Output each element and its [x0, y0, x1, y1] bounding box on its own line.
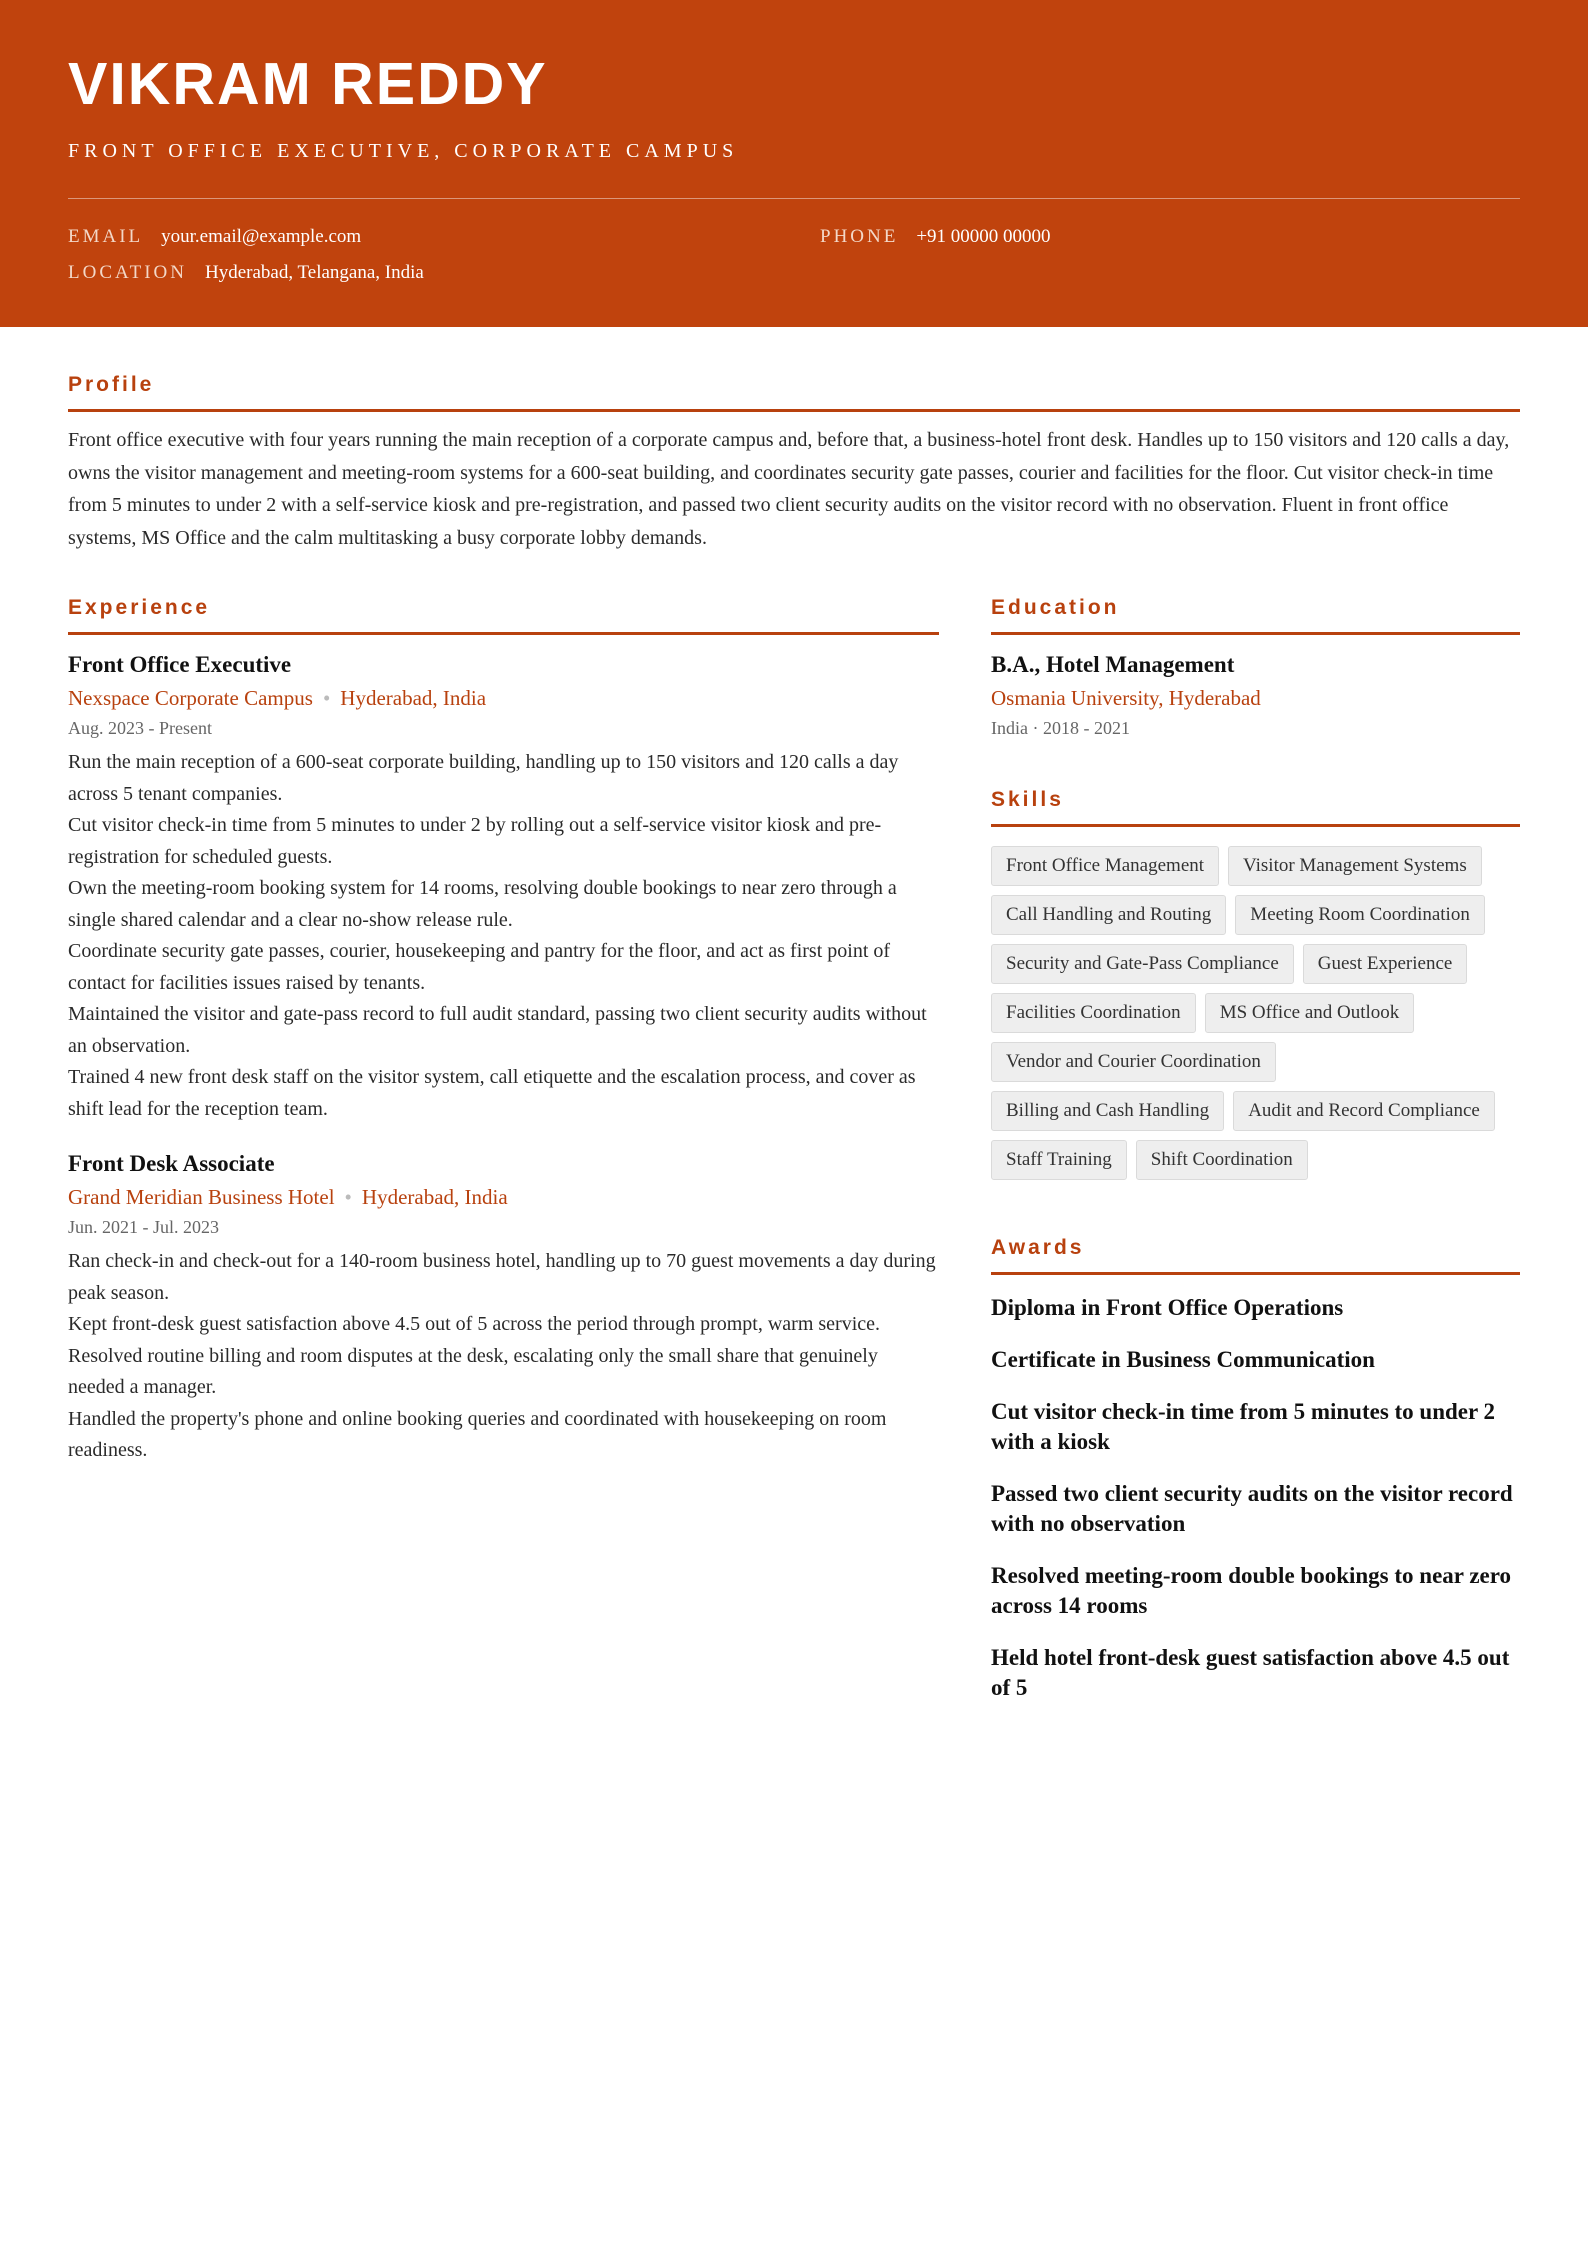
candidate-title: FRONT OFFICE EXECUTIVE, CORPORATE CAMPUS	[68, 140, 739, 162]
job-bullet: Coordinate security gate passes, courier, housekeeping and pantry for the floor, and act as first point of contact for facilities issues raised by tenants.	[68, 940, 891, 994]
phone-label: PHONE	[820, 226, 899, 247]
job-dates: Jun. 2021 - Jul. 2023	[68, 1217, 220, 1237]
separator-dot-icon: •	[322, 686, 331, 710]
skill-chip: Vendor and Courier Coordination	[991, 1042, 1276, 1082]
award-item: Held hotel front-desk guest satisfaction above 4.5 out of 5	[991, 1645, 1510, 1700]
contact-email	[68, 225, 361, 249]
job-bullets	[68, 747, 939, 1125]
job-bullet: Cut visitor check-in time from 5 minutes to under 2 by rolling out a self-service visitor kiosk and pre-registration for scheduled guests.	[68, 814, 882, 868]
job-dates: Aug. 2023 - Present	[68, 718, 212, 738]
award-item: Diploma in Front Office Operations	[991, 1295, 1344, 1320]
profile-text: Front office executive with four years running the main reception of a corporate campus and, before that, a business-hotel front desk. Handles up to 150 visitors and 120 calls a day, owns the visitor management and meeting-room systems for a 600-seat building, and coordinates security gate passes, courier and facilities for the floor. Cut visitor check-in time from 5 minutes to under 2 with a self-service kiosk and pre-registration, and passed two client security audits on the visitor record with no observation. Fluent in front office systems, MS Office and the calm multitasking a busy corporate lobby demands.	[68, 429, 1510, 549]
awards-heading: Awards	[991, 1235, 1520, 1275]
skill-chip: Front Office Management	[991, 846, 1219, 886]
contact-location	[68, 261, 424, 285]
experience-heading: Experience	[68, 595, 939, 635]
job-bullet: Resolved routine billing and room disputes at the desk, escalating only the small share that genuinely needed a manager.	[68, 1344, 878, 1398]
award-item: Cut visitor check-in time from 5 minutes to under 2 with a kiosk	[991, 1399, 1496, 1454]
location-label: LOCATION	[68, 262, 187, 283]
resume-header	[0, 0, 1588, 327]
job-bullet: Trained 4 new front desk staff on the visitor system, call etiquette and the escalation process, and cover as shift lead for the reception team.	[68, 1066, 916, 1120]
awards-list	[991, 1293, 1520, 1703]
job-company: Grand Meridian Business Hotel	[68, 1185, 335, 1209]
education-heading: Education	[991, 595, 1520, 635]
job-entry	[68, 1149, 939, 1467]
job-bullets	[68, 1246, 939, 1467]
skill-chip: Visitor Management Systems	[1228, 846, 1482, 886]
contact-block	[68, 225, 1520, 305]
job-bullet: Maintained the visitor and gate-pass record to full audit standard, passing two client security audits without an observation.	[68, 1003, 927, 1057]
job-bullet: Run the main reception of a 600-seat corporate building, handling up to 150 visitors and 120 calls a day across 5 tenant companies.	[68, 751, 899, 805]
skill-chip: Meeting Room Coordination	[1235, 895, 1485, 935]
education-entry	[991, 650, 1520, 741]
education-meta: India · 2018 - 2021	[991, 718, 1130, 738]
education-section	[991, 595, 1520, 741]
header-divider	[68, 198, 1520, 199]
job-company: Nexspace Corporate Campus	[68, 686, 313, 710]
job-entry	[68, 650, 939, 1125]
skill-chip: Billing and Cash Handling	[991, 1091, 1224, 1131]
awards-section	[991, 1235, 1520, 1703]
skill-chip: Staff Training	[991, 1140, 1127, 1180]
skills-section	[991, 787, 1520, 1189]
job-bullet: Kept front-desk guest satisfaction above 4.5 out of 5 across the period through prompt, warm service.	[68, 1313, 881, 1335]
experience-section	[68, 595, 939, 1467]
skill-chip: Security and Gate-Pass Compliance	[991, 944, 1294, 984]
award-item: Resolved meeting-room double bookings to near zero across 14 rooms	[991, 1563, 1512, 1618]
skill-chip: Facilities Coordination	[991, 993, 1196, 1033]
job-bullet: Handled the property's phone and online booking queries and coordinated with housekeeping on room readiness.	[68, 1407, 887, 1461]
skills-list	[991, 846, 1520, 1189]
skills-heading: Skills	[991, 787, 1520, 827]
contact-phone	[820, 225, 1051, 249]
job-bullet: Ran check-in and check-out for a 140-room business hotel, handling up to 70 guest movements a day during peak season.	[68, 1250, 936, 1304]
separator-dot-icon: •	[344, 1185, 352, 1209]
candidate-name: VIKRAM REDDY	[68, 51, 548, 117]
job-title: Front Office Executive	[68, 652, 292, 677]
degree: B.A., Hotel Management	[991, 652, 1235, 677]
profile-section	[68, 372, 1520, 574]
school: Osmania University, Hyderabad	[991, 686, 1261, 710]
sidebar-column	[991, 595, 1520, 1725]
skill-chip: MS Office and Outlook	[1205, 993, 1415, 1033]
phone-value[interactable]: +91 00000 00000	[916, 226, 1051, 247]
skill-chip: Call Handling and Routing	[991, 895, 1226, 935]
award-item: Certificate in Business Communication	[991, 1347, 1375, 1372]
email-label: EMAIL	[68, 226, 144, 247]
location-value: Hyderabad, Telangana, India	[205, 262, 424, 283]
job-location: Hyderabad, India	[361, 1185, 508, 1209]
email-value[interactable]: your.email@example.com	[161, 226, 362, 247]
job-title: Front Desk Associate	[68, 1151, 275, 1176]
skill-chip: Audit and Record Compliance	[1233, 1091, 1495, 1131]
skill-chip: Guest Experience	[1303, 944, 1468, 984]
award-item: Passed two client security audits on the visitor record with no observation	[991, 1481, 1513, 1536]
skill-chip: Shift Coordination	[1136, 1140, 1308, 1180]
job-org	[68, 1182, 939, 1212]
job-location: Hyderabad, India	[340, 686, 487, 710]
job-bullet: Own the meeting-room booking system for 14 rooms, resolving double bookings to near zero through a single shared calendar and a clear no-show release rule.	[68, 877, 897, 931]
job-org	[68, 683, 939, 713]
profile-heading: Profile	[68, 372, 1520, 412]
